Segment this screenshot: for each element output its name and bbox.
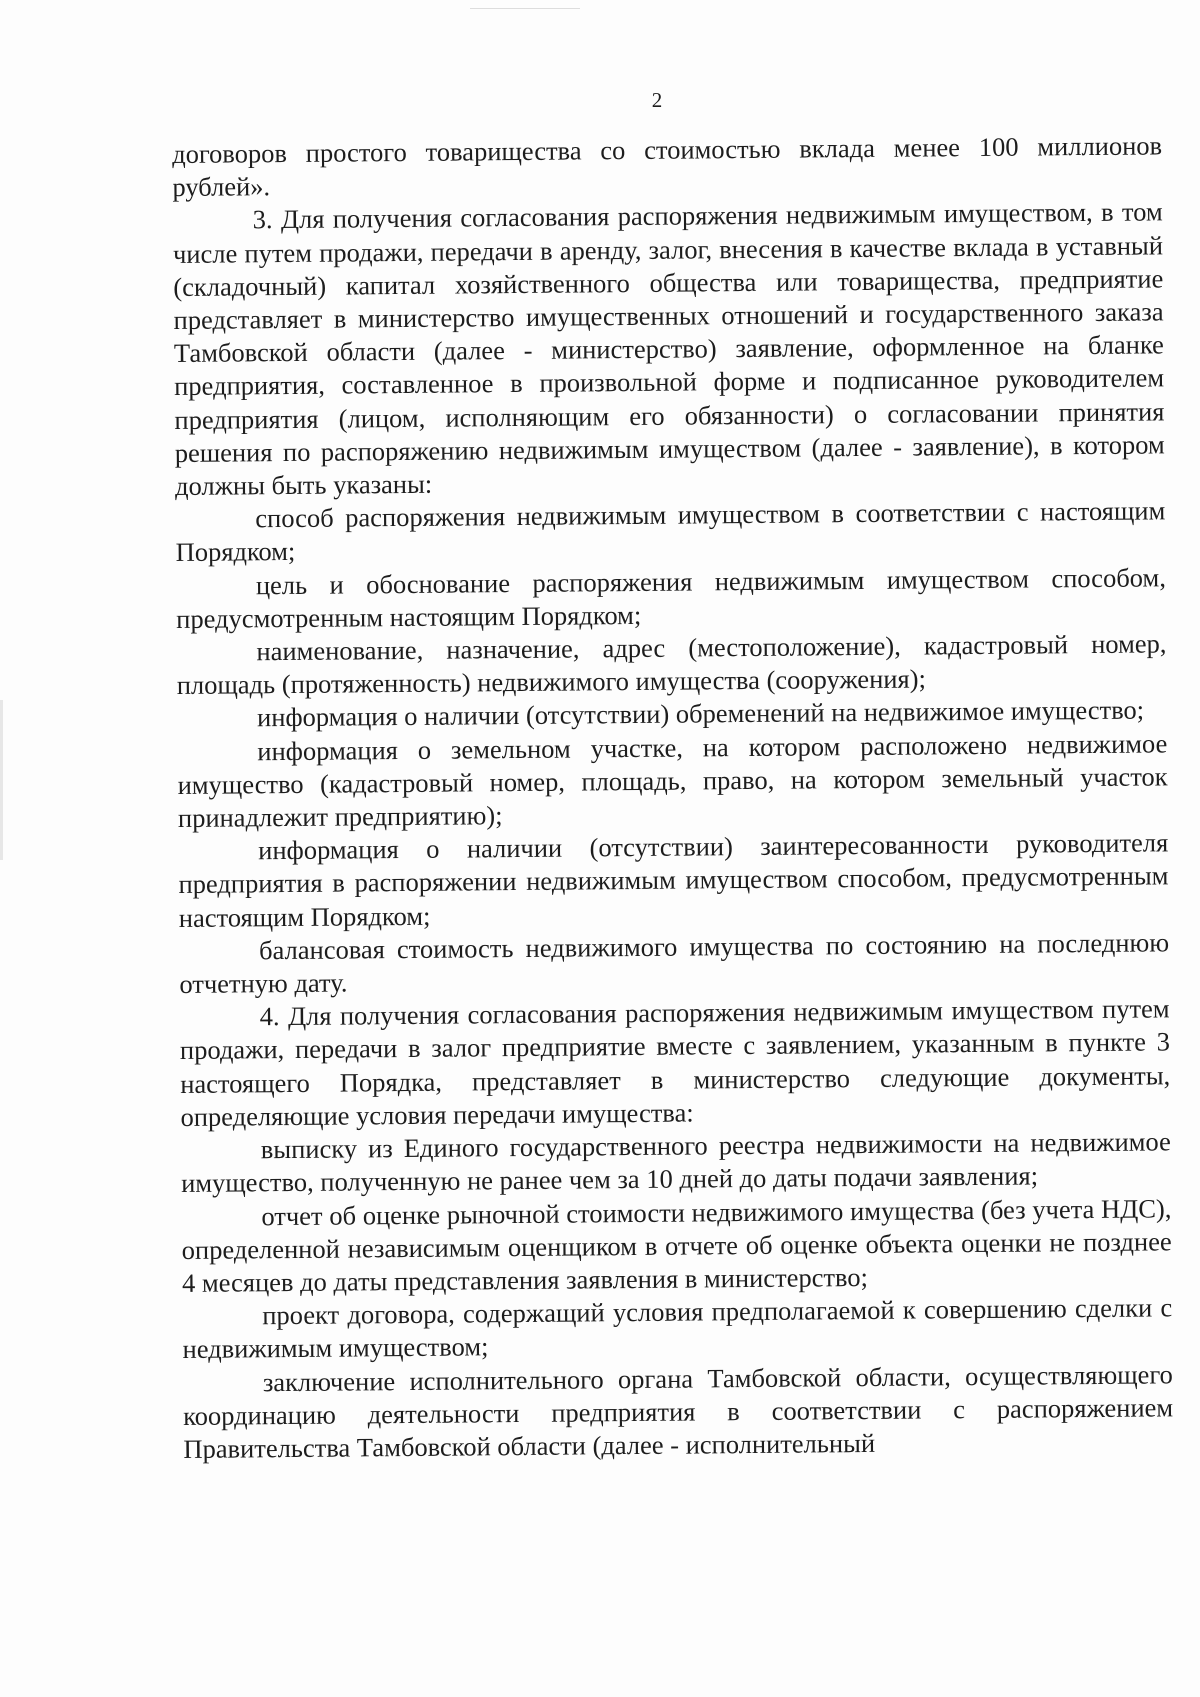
paragraph-item-3-method: способ распоряжения недвижимым имуществом в соответствии с настоящим Порядком; (175, 495, 1166, 568)
paragraph-item-4-extract: выписку из Единого государственного реестра недвижимости на недвижимое имущество, полученную не ранее чем за 10 дней до даты подачи заявления; (180, 1126, 1171, 1199)
scan-artifact (0, 700, 3, 860)
scan-artifact (470, 8, 580, 9)
paragraph-item-3: 3. Для получения согласования распоряжения недвижимым имуществом, в том числе путем продажи, передачи в аренду, залог, внесения в качестве вклада в уставный (складочный) капитал хозяйственного общества или товарищества, предприятие представляет в министерство имущественных отношений и государственного заказа Тамбовской области (далее - министерство) заявление, оформленное на бланке предприятия, составленное в произвольной форме и подписанное руководителем предприятия (лицом, исполняющим его обязанности) о согласовании принятия решения по распоряжению недвижимым имуществом (далее - заявление), в котором должны быть указаны: (172, 196, 1165, 502)
paragraph-item-4-valuation: отчет об оценке рыночной стоимости недвижимого имущества (без учета НДС), определенной независимым оценщиком в отчете об оценке объекта оценки не позднее 4 месяцев до даты представления заявления в министерство; (181, 1192, 1172, 1298)
paragraph-item-3-purpose: цель и обоснование распоряжения недвижимым имуществом способом, предусмотренным настоящим Порядком; (176, 561, 1166, 634)
paragraph-item-4-conclusion: заключение исполнительного органа Тамбовской области, осуществляющего координацию деятельности предприятия в соответствии с распоряжением Правительства Тамбовской области (далее - исполнительный (183, 1358, 1174, 1464)
paragraph-item-3-balance: балансовая стоимость недвижимого имущества по состоянию на последнюю отчетную дату. (179, 927, 1170, 1000)
paragraph-item-3-name: наименование, назначение, адрес (местоположение), кадастровый номер, площадь (протяженность) недвижимого имущества (сооружения); (176, 628, 1167, 701)
paragraph-item-4-contract: проект договора, содержащий условия предполагаемой к совершению сделки с недвижимым имуществом; (182, 1292, 1173, 1365)
paragraph-continuation: договоров простого товарищества со стоимостью вклада менее 100 миллионов рублей». (172, 130, 1163, 203)
paragraph-item-3-interest: информация о наличии (отсутствии) заинтересованности руководителя предприятия в распоряжении недвижимым имуществом способом, предусмотренным настоящим Порядком; (178, 827, 1169, 933)
paragraph-item-3-land: информация о земельном участке, на котором расположено недвижимое имущество (кадастровый номер, площадь, право, на котором земельный участок принадлежит предприятию); (177, 727, 1168, 834)
paragraph-item-3-encumbrances: информация о наличии (отсутствии) обременений на недвижимое имущество; (256, 694, 1145, 733)
document-body (172, 129, 1174, 1466)
paragraph-item-4: 4. Для получения согласования распоряжения недвижимым имуществом путем продажи, передачи в залог предприятие вместе с заявлением, указанным в пункте 3 настоящего Порядка, представляет в министерство следующие документы, определяющие условия передачи имущества: (179, 993, 1171, 1132)
page-number: 2 (651, 88, 663, 112)
